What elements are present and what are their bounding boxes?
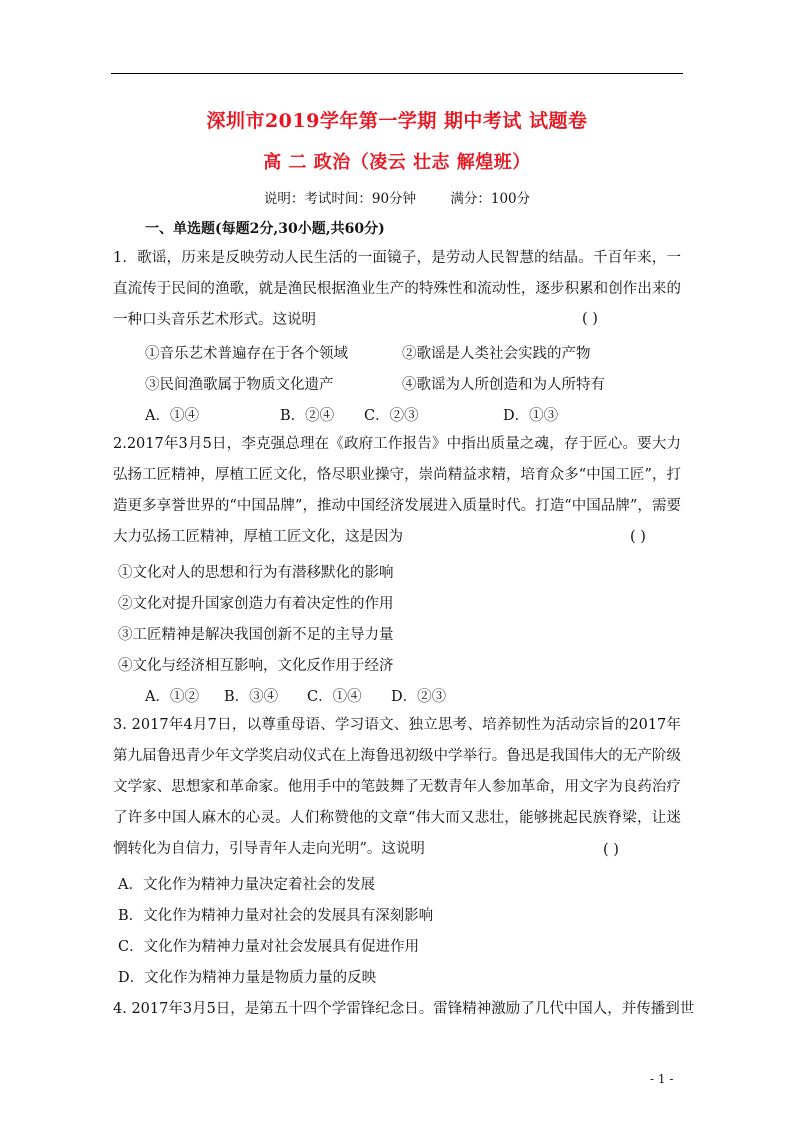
question-2-item-1: ①文化对人的思想和行为有潜移默化的影响 xyxy=(118,565,394,581)
question-2-option-b: B．③④ xyxy=(224,689,279,705)
question-1-stem: 1．歌谣，历来是反映劳动人民生活的一面镜子，是劳动人民智慧的结晶。千百年来，一直流传于民间的渔歌，就是渔民根据渔业生产的特殊性和流动性，逐步积累和创作出来的一种口头音乐艺术形式。这说明 xyxy=(113,250,681,328)
question-2-item-4: ④文化与经济相互影响，文化反作用于经济 xyxy=(118,658,394,674)
question-3-option-c: C．文化作为精神力量对社会发展具有促进作用 xyxy=(118,939,420,955)
question-3-option-d: D．文化作为精神力量是物质力量的反映 xyxy=(118,970,377,986)
question-1-item-3: ③民间渔歌属于物质文化遗产 xyxy=(145,377,334,393)
question-1-option-c: C．②③ xyxy=(364,408,419,424)
question-1-item-4: ④歌谣为人所创造和为人所特有 xyxy=(402,377,605,393)
question-3-option-b: B．文化作为精神力量对社会的发展具有深刻影响 xyxy=(118,908,434,924)
question-3-bracket: ( ) xyxy=(603,842,619,858)
question-3-stem: 3. 2017年4月7日，以尊重母语、学习语文、独立思考、培养韧性为活动宗旨的2017年第九届鲁迅青少年文学奖启动仪式在上海鲁迅初级中学举行。鲁迅是我国伟大的无产阶级文学家、思想家和革命家。他用手中的笔鼓舞了无数青年人参加革命，用文字为良药治疗了许多中国人麻木的心灵。人们称赞他的文章“伟大而又悲壮，能够挑起民族脊梁，让迷惘转化为自信力，引导青年人走向光明”。这说明 xyxy=(113,717,681,857)
question-3-option-a: A．文化作为精神力量决定着社会的发展 xyxy=(118,877,375,893)
question-2-stem: 2.2017年3月5日，李克强总理在《政府工作报告》中指出质量之魂，存于匠心。要大力弘扬工匠精神，厚植工匠文化，恪尽职业操守，崇尚精益求精，培育众多“中国工匠”，打造更多享誉世界的“中国品牌”，推动中国经济发展进入质量时代。打造“中国品牌”，需要大力弘扬工匠精神，厚植工匠文化，这是因为 xyxy=(113,436,681,545)
exam-title: 深圳市2019学年第一学期 期中考试 试题卷 xyxy=(206,110,588,132)
question-1-option-d: D．①③ xyxy=(503,408,559,424)
exam-note: 说明：考试时间：90分钟 满分：100分 xyxy=(263,191,531,207)
question-2-option-a: A．①② xyxy=(145,689,199,705)
question-2-bracket: ( ) xyxy=(630,529,646,545)
question-1-item-2: ②歌谣是人类社会实践的产物 xyxy=(402,346,591,362)
section-title: 一、单选题(每题2分,30小题,共60分) xyxy=(145,221,385,237)
question-2-option-c: C．①④ xyxy=(307,689,362,705)
question-4-stem: 4. 2017年3月5日，是第五十四个学雷锋纪念日。雷锋精神激励了几代中国人，并传播到世 xyxy=(113,1001,695,1017)
question-2-item-2: ②文化对提升国家创造力有着决定性的作用 xyxy=(118,596,394,612)
question-1-bracket: ( ) xyxy=(582,311,598,327)
question-1-option-b: B．②④ xyxy=(280,408,335,424)
exam-subtitle: 高 二 政治（凌云 壮志 解煌班） xyxy=(263,152,531,173)
page-number: - 1 - xyxy=(650,1072,674,1086)
question-2-option-d: D．②③ xyxy=(391,689,447,705)
header-rule xyxy=(111,73,683,74)
question-1-option-a: A．①④ xyxy=(145,408,199,424)
question-1-item-1: ①音乐艺术普遍存在于各个领域 xyxy=(145,346,348,362)
question-2-item-3: ③工匠精神是解决我国创新不足的主导力量 xyxy=(118,627,394,643)
